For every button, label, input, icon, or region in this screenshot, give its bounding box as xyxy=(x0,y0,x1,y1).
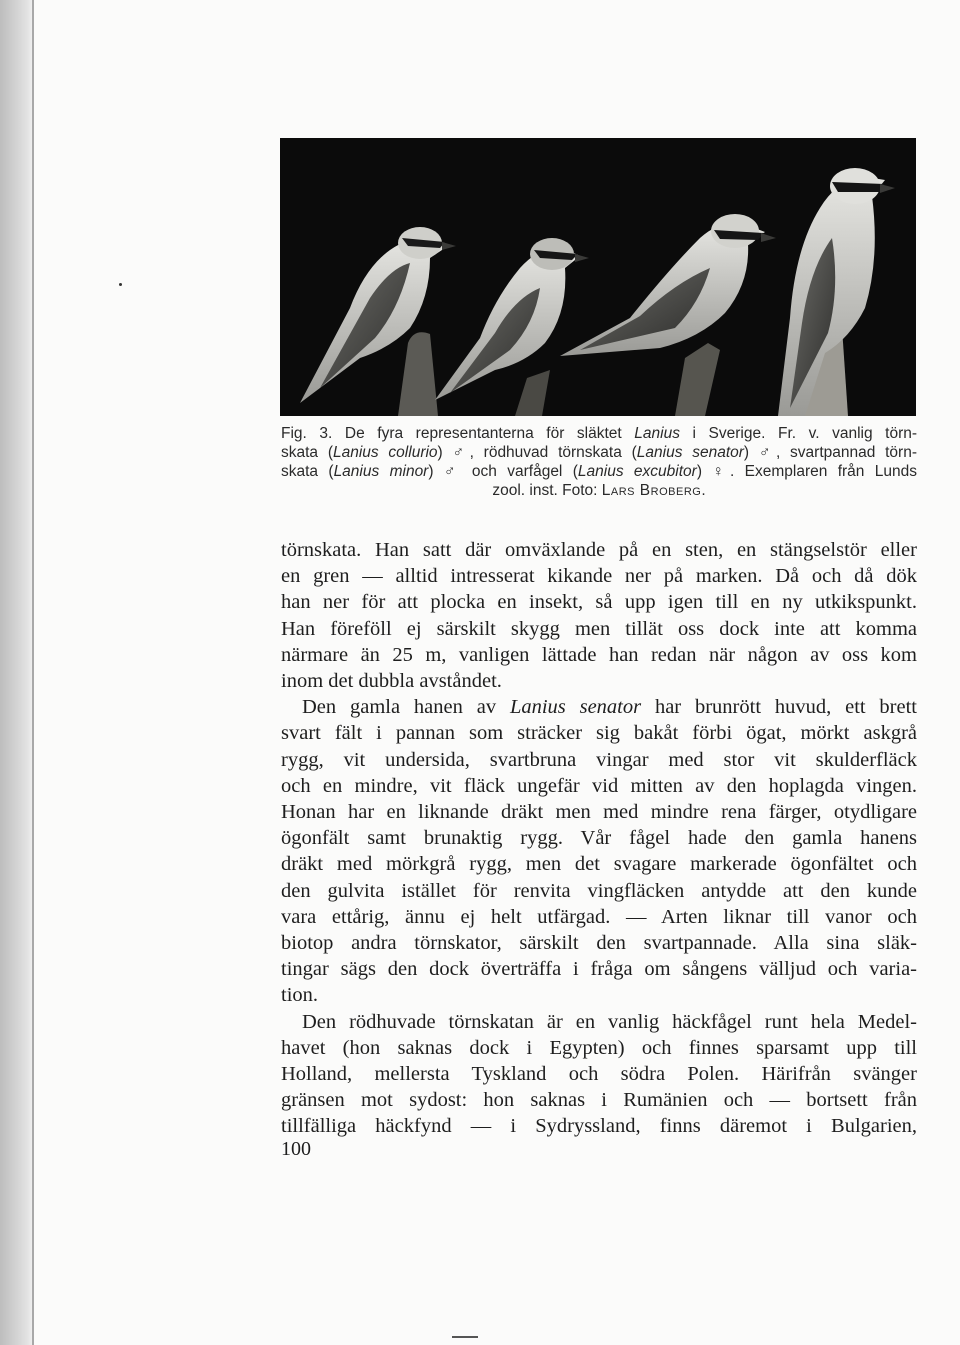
figure-caption xyxy=(281,424,917,500)
text-line: Den rödhuvade törnskatan är en vanlig häckfågel runt hela Medel- xyxy=(302,1010,917,1033)
text-line: tillfälliga häckfynd — i Sydryssland, finns däremot i Bulgarien, xyxy=(281,1115,917,1138)
text-line: Honan har en liknande dräkt men med mindre rena färger, otydligare xyxy=(281,801,917,824)
text-line: den gulvita istället för renvita vingfläcken antydde att den kunde xyxy=(281,879,917,902)
italic-term: Lanius senator xyxy=(636,444,744,461)
text-line: gränsen mot sydost: hon saknas i Rumänien och — bortsett från xyxy=(281,1089,917,1112)
text-line: dräkt med mörkgrå rygg, men det svagare markerade ögonfältet och xyxy=(281,853,917,876)
caption-line: skata (Lanius collurio) ♂, rödhuvad törnskata (Lanius senator) ♂, svartpannad törn- xyxy=(281,444,917,461)
text-line: Holland, mellersta Tyskland och södra Polen. Härifrån svänger xyxy=(281,1063,917,1086)
italic-term: Lanius minor xyxy=(333,463,429,480)
caption-line: Fig. 3. De fyra representanterna för släktet Lanius i Sverige. Fr. v. vanlig törn- xyxy=(281,425,918,442)
page-number: 100 xyxy=(281,1138,311,1160)
text-line: vara ettårig, ännu ej helt utfärgad. — Arten liknar till vanor och xyxy=(281,905,917,928)
text-line: tion. xyxy=(281,984,319,1007)
text-line: Den gamla hanen av Lanius senator har brunrött huvud, ett brett xyxy=(302,696,917,719)
text-line: en gren — alltid intresserat kikande ner på marken. Då och då dök xyxy=(281,565,917,588)
body-text xyxy=(281,537,917,1140)
scan-mark xyxy=(452,1336,478,1338)
text-line: närmare än 25 m, vanligen lättade han redan när någon av oss kom xyxy=(281,643,917,666)
text-line: svart fält i pannan som sträcker sig bakåt förbi ögat, mörkt askgrå xyxy=(281,722,917,745)
shrikes-illustration xyxy=(280,138,916,416)
text-line: Han föreföll ej särskilt skygg men tillät oss dock inte att komma xyxy=(281,617,917,640)
photographer-name: Lars Broberg xyxy=(601,482,702,499)
text-line: biotop andra törnskator, särskilt den svartpannade. Alla sina släk- xyxy=(281,932,917,955)
italic-term: Lanius xyxy=(634,425,680,442)
text-line: rygg, vit undersida, svartbruna vingar med stor vit skulderfläck xyxy=(281,748,917,771)
caption-line: skata (Lanius minor) ♂ och varfågel (Lanius excubitor) ♀. Exemplaren från Lunds xyxy=(281,463,918,480)
italic-term: Lanius senator xyxy=(509,696,642,719)
dust-speck xyxy=(119,283,122,286)
italic-term: Lanius collurio xyxy=(332,444,438,461)
text-line: och en mindre, vit fläck ungefär vid mitten av den hoplagda vingen. xyxy=(281,774,917,797)
scan-edge-shadow xyxy=(0,0,34,1345)
text-line: törnskata. Han satt där omväxlande på en sten, en stängselstör eller xyxy=(281,539,917,561)
italic-term: Lanius excubitor xyxy=(577,463,697,480)
text-line: tingar sägs den dock överträffa i fråga om sångens välljud och varia- xyxy=(281,958,917,981)
caption-line: zool. inst. Foto: Lars Broberg. xyxy=(492,482,706,499)
figure-photo xyxy=(280,138,916,416)
text-line: ögonfält samt brunaktig rygg. Vår fågel hade den gamla hanens xyxy=(281,827,917,850)
text-line: havet (hon saknas dock i Egypten) och finnes sparsamt upp till xyxy=(281,1036,917,1059)
text-line: inom det dubbla avståndet. xyxy=(281,670,502,693)
text-line: han ner för att plocka en insekt, så upp igen till en ny utkikspunkt. xyxy=(281,591,917,614)
